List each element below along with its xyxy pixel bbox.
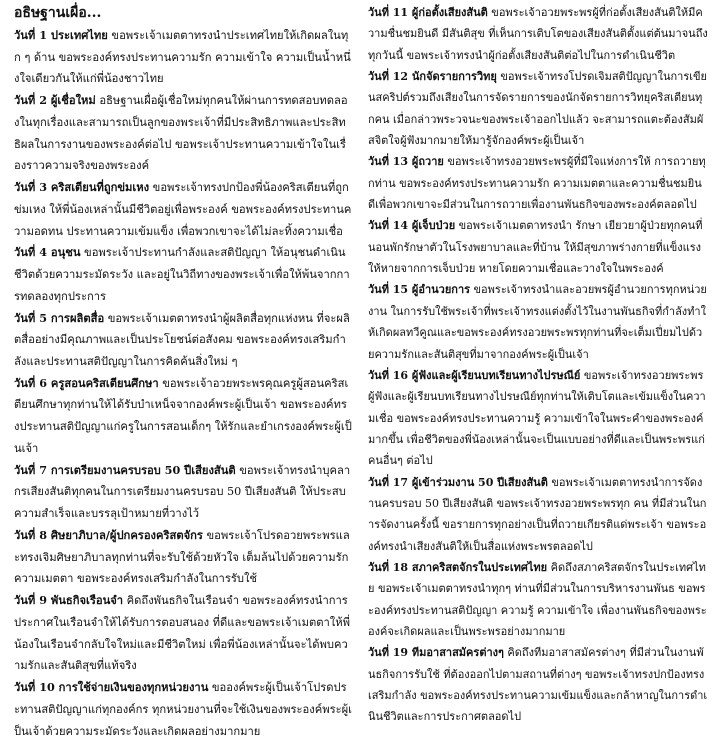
prayer-entry	[14, 525, 352, 590]
prayer-entry-heading: วันที่ 3 คริสเตียนที่ถูกข่มเหง	[14, 180, 150, 195]
prayer-entry-text: ขอพระเจ้าทรงอวยพระพรผู้ฟังและผู้เรียนบทเรียนทางไปรษณีย์ทุกท่านให้เติบโตและเข้มแข็งในความเชื่อ ขอพระองค์ทรงประทานความรู้ ความเข้าใจในพระคำของพระองค์มากขึ้น เพื่อชีวิตของพี่น้องเหล่านั้นจะเป็นแบบอย่างที่ดีและเป็นพระพรแก่คนอื่นๆ ต่อไป	[368, 368, 706, 468]
prayer-entry-heading: วันที่ 4 อนุชน	[14, 245, 81, 260]
prayer-entry-text: ขอพระเจ้าทรงปกป้องพี่น้องคริสเตียนที่ถูกข่มเหง ให้พี่น้องเหล่านั้นมีชีวิตอยู่เพื่อพระองค์ ขอพระองค์ทรงประทานความอดทน ประทานความเข้มแข็ง เพื่อพวกเขาจะได้ไม่ละทิ้งความเชื่อ	[14, 181, 352, 238]
right-entry-list	[368, 2, 708, 728]
prayer-entry-heading: วันที่ 19 ทีมอาสาสมัครต่างๆ	[368, 646, 504, 660]
prayer-entry	[14, 308, 352, 373]
prayer-entry-text: ขอพระเจ้าทรงอวยพระพรผู้ที่มีใจแห่งการให้ การถวายทุกท่าน ขอพระองค์ทรงประทานความรัก ความเมตตาและความชื่นชมยินดีเพื่อพวกเขาจะมีส่วนในการถวายเพื่องานพันธกิจของพระองค์ตลอดไป	[368, 155, 706, 212]
prayer-entry-heading: วันที่ 8 ศิษยาภิบาล/ผู้ปกครองคริสตจักร	[14, 527, 203, 542]
prayer-entry-heading: วันที่ 9 พันธกิจเรือนจำ	[14, 593, 124, 608]
prayer-entry-text: ขอพระเจ้าประทานกำลังและสติปัญญา ให้อนุชนดำเนินชีวิตด้วยความระมัดระวัง และอยู่ในวิถีทางของพระเจ้าเพื่อให้พ้นจากการทดลองทุกประการ	[14, 246, 350, 303]
prayer-entry-heading: วันที่ 5 การผลิตสื่อ	[14, 310, 105, 325]
left-entry-list	[14, 25, 352, 742]
prayer-entry-text: ขอพระเจ้าเมตตาทรงนำประเทศไทยให้เกิดผลในทุก ๆ ด้าน ขอพระองค์ทรงประทานความรัก ความเข้าใจ ความเป็นน้ำหนึ่งใจเดียวกันให้แก่พี่น้องชาวไทย	[14, 29, 351, 86]
prayer-entry-text: ขอพระเจ้าทรงนำและอวยพรผู้อำนวยการทุกหน่วยงาน ในการรับใช้พระเจ้าที่พระเจ้าทรงแต่งตั้งไว้ในงานพันธกิจที่กำลังทำให้เกิดผลทวีคูณและขอพระองค์ทรงอวยพระพรทุกท่านที่จะเต็มเปี่ยมไปด้วยความรักและสันติสุขที่มาจากองค์พระผู้เป็นเจ้า	[368, 283, 707, 361]
prayer-entry	[14, 177, 352, 242]
prayer-entry-text: ขอพระเจ้าอวยพระพรผู้ที่ก่อตั้งเสียงสันติให้มีความชื่นชมยินดี มีสันติสุข ที่เห็นการเติบโตของเสียงสันติตั้งแต่ต้นมาจนถึงทุกวันนี้ ขอพระเจ้าทรงนำผู้ก่อตั้งเสียงสันติต่อไปในการดำเนินชีวิต	[368, 6, 708, 62]
prayer-entry	[368, 642, 708, 727]
prayer-entry-text: ขอพระเจ้าเมตตาทรงนำ รักษา เยียวยาผู้ป่วยทุกคนที่นอนพักรักษาตัวในโรงพยาบาลและที่บ้าน ให้มีสุขภาพร่างกายที่แข็งแรง ให้หายจากการเจ็บป่วย หายโดยความเชื่อและวางใจในพระองค์	[368, 219, 703, 276]
prayer-entry-text: คิดถึงสภาคริสตจักรในประเทศไทย ขอพระเจ้าเมตตาทรงนำทุกๆ ท่านที่มีส่วนในการบริหารงานพันธ ขอพระองค์ทรงประทานสติปัญญา ความรู้ ความเข้าใจ เพื่องานพันธกิจของพระองค์จะเกิดผลและเป็นพระพรอย่างมากมาย	[368, 560, 707, 638]
prayer-entry-text: คิดถึงทีมอาสาสมัครต่างๆ ที่มีส่วนในงานพันธกิจการรับใช้ ที่ต้องออกไปตามสถานที่ต่างๆ ขอพระเจ้าทรงปกป้องทรงเสริมกำลัง ขอพระองค์ทรงประทานความเข้มแข็งและกล้าหาญในการดำเนินชีวิตและการประกาศตลอดไป	[368, 646, 708, 724]
prayer-entry	[368, 279, 708, 364]
document-title: อธิษฐานเผื่อ...	[14, 5, 102, 21]
prayer-entry-heading: วันที่ 6 ครูสอนคริสเตียนศึกษา	[14, 375, 159, 390]
prayer-entry-text: ขอพระเจ้าเมตตาทรงนำการจัดงานครบรอบ 50 ปีเสียงสันติ ขอพระเจ้าทรงอวยพระพรทุก คน ที่มีส่วนในการจัดงานครั้งนี้ ขอรายการทุกอย่างเป็นที่ถวายเกียรติแด่พระเจ้า ขอพระองค์ทรงนำเสียงสันติให้เป็นสื่อแห่งพระพรตลอดไป	[368, 475, 707, 553]
prayer-entry	[14, 242, 352, 307]
prayer-entry	[14, 373, 352, 460]
prayer-entry	[368, 66, 708, 151]
prayer-entry	[14, 590, 352, 677]
prayer-entry	[14, 25, 352, 90]
prayer-entry	[368, 557, 708, 642]
prayer-entry	[368, 215, 708, 279]
right-column	[368, 2, 708, 728]
left-column	[14, 2, 352, 742]
prayer-entry	[368, 151, 708, 215]
prayer-entry-heading: วันที่ 10 การใช้จ่ายเงินของทุกหน่วยงาน	[14, 680, 209, 695]
prayer-entry-text: ขอพระเจ้าทรงโปรดเจิมสติปัญญาในการเขียนสคริปต์รวมถึงเสียงในการจัดรายการของนักจัดรายการวิทยุคริสเตียนทุกคน เมื่อกล่าวพระวจนะของพระเจ้าออกไปแล้ว จะสามารถแตะต้องสัมผัสจิตใจผู้ฟังมากมายให้มารู้จักองค์พระผู้เป็นเจ้า	[368, 70, 707, 148]
prayer-entry-heading: วันที่ 13 ผู้ถวาย	[368, 155, 444, 169]
prayer-entry-heading: วันที่ 1 ประเทศไทย	[14, 28, 108, 42]
prayer-entry-heading: วันที่ 7 การเตรียมงานครบรอบ 50 ปีเสียงสันติ	[14, 462, 236, 477]
prayer-entry	[14, 90, 352, 177]
prayer-entry-heading: วันที่ 12 นักจัดรายการวิทยุ	[368, 70, 497, 84]
prayer-entry	[14, 460, 352, 525]
prayer-entry	[368, 2, 708, 66]
prayer-entry-heading: วันที่ 18 สภาคริสตจักรในประเทศไทย	[368, 560, 548, 574]
prayer-entry-text: ขอพระเจ้าอวยพระพรคุณครูผู้สอนคริสเตียนศึกษาทุกท่านให้ได้รับบำเหน็จจากองค์พระผู้เป็นเจ้า ขอพระองค์ทรงประทานสติปัญญาแก่ครูในการสอนเด็กๆ ให้รักและยำเกรงองค์พระผู้เป็นเจ้า	[14, 376, 352, 455]
prayer-entry-text: ขอพระเจ้าทรงนำบุคลากรเสียงสันติทุกคนในการเตรียมงานครบรอบ 50 ปีเสียงสันติ ให้ประสบความสำเร็จและบรรลุเป้าหมายที่วางไว้	[14, 463, 351, 521]
prayer-entry-heading: วันที่ 16 ผู้ฟังและผู้เรียนบทเรียนทางไปรษณีย์	[368, 368, 581, 382]
prayer-entry-text: ขอองค์พระผู้เป็นเจ้าโปรดประทานสติปัญญาแก่ทุกองค์กร ทุกหน่วยงานที่จะใช้เงินของพระองค์พระผู้เป็นเจ้าด้วยความระมัดระวังและเกิดผลอย่างมากมาย	[14, 681, 352, 738]
prayer-entry-text: ขอพระเจ้าเมตตาทรงนำผู้ผลิตสื่อทุกแห่งหน ที่จะผลิตสื่ออย่างมีคุณภาพและเป็นประโยชน์ต่อสังคม ขอพระองค์ทรงเสริมกำลังและประทานสติปัญญาในการคิดค้นสิ่งใหม่ ๆ	[14, 311, 350, 369]
prayer-entry-heading: วันที่ 17 ผู้เข้าร่วมงาน 50 ปีเสียงสันติ	[368, 475, 548, 489]
prayer-entry-heading: วันที่ 15 ผู้อำนวยการ	[368, 283, 471, 297]
prayer-entry	[368, 365, 708, 472]
prayer-entry-heading: วันที่ 2 ผู้เชื่อใหม่	[14, 93, 96, 108]
prayer-entry-text: คิดถึงพันธกิจในเรือนจำ ขอพระองค์ทรงนำการประกาศในเรือนจำให้ได้รับการตอบสนอง ที่ดีและขอพระเจ้าเมตตาให้พี่น้องในเรือนจำกลับใจใหม่และมีชีวิตใหม่ เพื่อพี่น้องเหล่านั้นจะได้พบความรักและสันติสุขที่แท้จริง	[14, 594, 350, 673]
prayer-entry-heading: วันที่ 11 ผู้ก่อตั้งเสียงสันติ	[368, 6, 488, 19]
prayer-entry-text: ขอพระเจ้าโปรดอวยพระพรและทรงเจิมศิษยาภิบาลทุกท่านที่จะรับใช้ด้วยหัวใจ เต็มล้นไปด้วยความรักความเมตตา ขอพระองค์ทรงเสริมกำลังในการรับใช้	[14, 528, 350, 586]
prayer-entry-text: อธิษฐานเผื่อผู้เชื่อใหม่ทุกคนให้ผ่านการทดสอบทดลองในทุกเรื่องและสามารถเป็นลูกของพระเจ้าที่มีประสิทธิภาพและประสิทธิผลในการงานของพระองค์ต่อไป ขอพระเจ้าประทานความเข้าใจในเรื่องราวความจริงของพระองค์	[14, 94, 348, 173]
prayer-entry	[14, 677, 352, 742]
prayer-entry-heading: วันที่ 14 ผู้เจ็บป่วย	[368, 219, 456, 233]
prayer-entry	[368, 472, 708, 557]
